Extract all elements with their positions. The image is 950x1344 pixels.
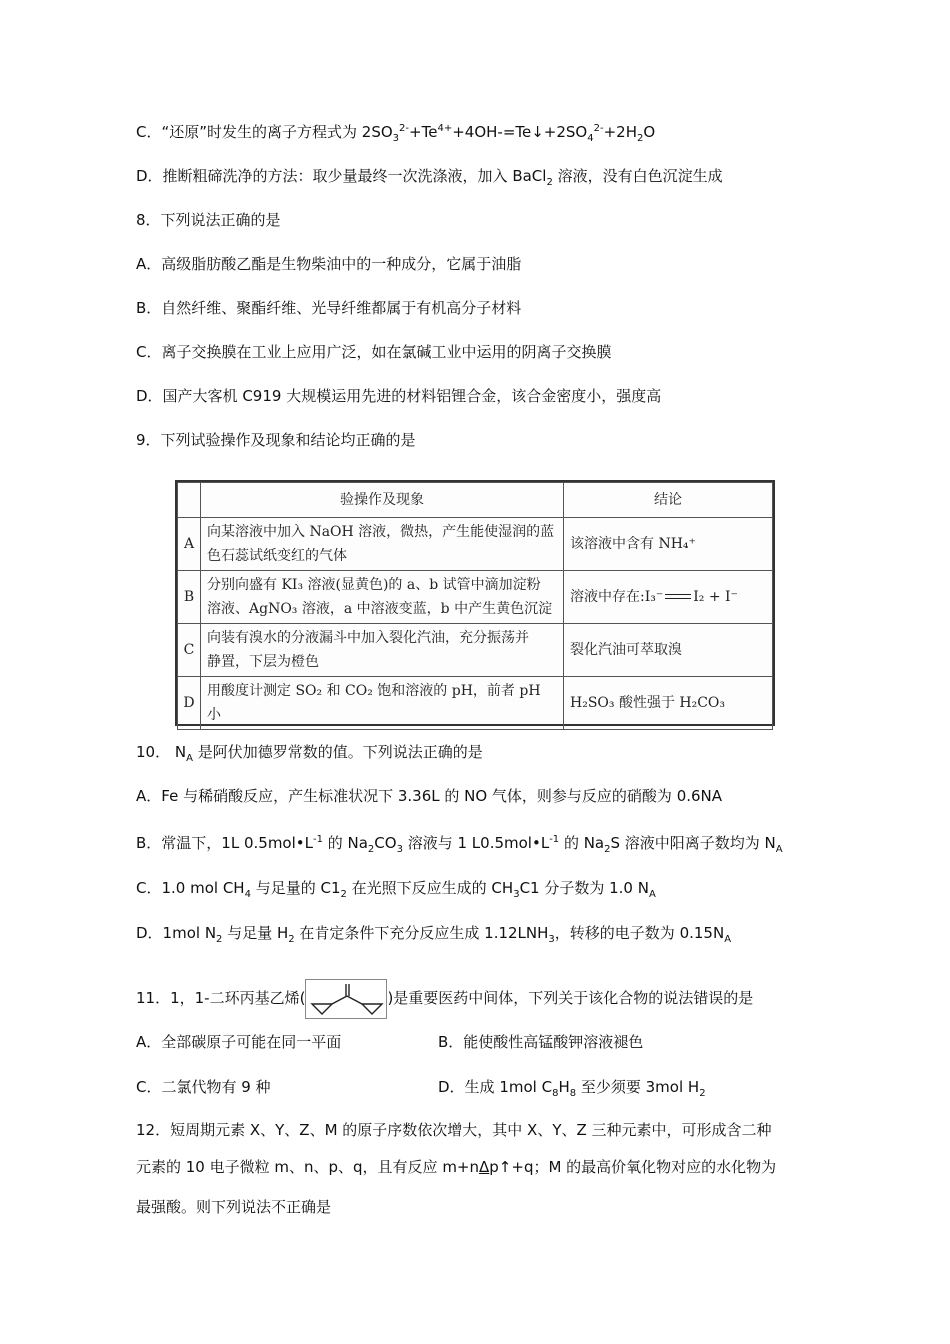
q7-option-d: D．推断粗碲洗净的方法：取少量最终一次洗涤液，加入 BaCl$_2$ 溶液，没有白色沉淀生成: [136, 167, 723, 188]
row-operation: 用酸度计测定 SO₂ 和 CO₂ 饱和溶液的 pH，前者 pH 小: [201, 677, 564, 730]
q8-option-c: C．离子交换膜在工业上应用广泛，如在氯碱工业中运用的阴离子交换膜: [136, 343, 612, 361]
q9-table: [175, 480, 775, 726]
table-row: [178, 677, 773, 730]
q10-option-c: C．1.0 mol $CH_4$ 与足量的 $C1_2$ 在光照下反应生成的 $CH_3C1$ 分子数为 1.0 $N_A$: [136, 879, 656, 900]
q9-stem: 9．下列试验操作及现象和结论均正确的是: [136, 431, 416, 449]
q8-stem: 8．下列说法正确的是: [136, 211, 281, 229]
q11-option-c: C．二氯代物有 9 种: [136, 1078, 271, 1096]
header-cell-operation: 验操作及现象: [201, 483, 564, 518]
q10-option-a: A．Fe 与稀硝酸反应，产生标准状况下 3.36L 的 NO 气体，则参与反应的硝酸为 0.6NA: [136, 787, 723, 805]
q8-option-a: A．高级脂肪酸乙酯是生物柴油中的一种成分，它属于油脂: [136, 255, 522, 273]
q11-option-b: B．能使酸性高锰酸钾溶液褪色: [438, 1033, 644, 1051]
table-row: [178, 571, 773, 624]
q11-option-a: A．全部碳原子可能在同一平面: [136, 1033, 342, 1051]
q8-option-d: D．国产大客机 C919 大规模运用先进的材料铝锂合金，该合金密度小，强度高: [136, 387, 662, 405]
dicyclopropylethylene-structure-icon: [305, 979, 387, 1019]
q7-option-c: C．“还原”时发生的离子方程式为 $2SO_3^{2-}+Te^{4+}+4OH-=Te↓+2SO_4^{2-}+2H_2O$: [136, 123, 656, 144]
row-conclusion: 裂化汽油可萃取溴: [564, 624, 773, 677]
row-key: B: [178, 571, 201, 624]
row-key: C: [178, 624, 201, 677]
row-conclusion: 该溶液中含有 NH₄⁺: [564, 518, 773, 571]
table-header-row: [178, 483, 773, 518]
row-operation: 向某溶液中加入 NaOH 溶液，微热，产生能使湿润的蓝 色石蕊试纸变红的气体: [201, 518, 564, 571]
q8-option-b: B．自然纤维、聚酯纤维、光导纤维都属于有机高分子材料: [136, 299, 522, 317]
q12-line-1: 12．短周期元素 X、Y、Z、M 的原子序数依次增大，其中 X、Y、Z 三种元素中，可形成含二种: [136, 1121, 772, 1139]
row-conclusion: H₂SO₃ 酸性强于 H₂CO₃: [564, 677, 773, 730]
q11-option-d: D．生成 1mol $C_8H_8$ 至少须要 3mol $H_2$: [438, 1078, 706, 1099]
header-cell-conclusion: 结论: [564, 483, 773, 518]
q10-stem: 10． $N_A$ 是阿伏加德罗常数的值。下列说法正确的是: [136, 743, 483, 764]
q10-option-b: B．常温下，1L $0.5mol•L^{-1}$ 的 $Na_2CO_3$ 溶液与 1 $L0.5mol•L^{-1}$ 的 $Na_2S$ 溶液中阳离子数均为 $N_A$: [136, 834, 783, 855]
row-operation: 分别向盛有 KI₃ 溶液(显黄色)的 a、b 试管中滴加淀粉 溶液、AgNO₃ 溶液，a 中溶液变蓝，b 中产生黄色沉淀: [201, 571, 564, 624]
header-cell-key: [178, 483, 201, 518]
q11-stem: 11．1，1-二环丙基乙烯( )是重要医药中间体，下列关于该化合物的说法错误的是: [136, 978, 753, 1019]
q12-line-3: 最强酸。则下列说法不正确是: [136, 1198, 332, 1216]
row-key: D: [178, 677, 201, 730]
row-conclusion: 溶液中存在:I₃⁻ I₂ + I⁻: [564, 571, 773, 624]
row-operation: 向装有溴水的分液漏斗中加入裂化汽油，充分振荡并 静置，下层为橙色: [201, 624, 564, 677]
q10-option-d: D．1mol $N_2$ 与足量 $H_2$ 在肯定条件下充分反应生成 $1.12LNH_3$，转移的电子数为 $0.15N_A$: [136, 924, 732, 945]
row-key: A: [178, 518, 201, 571]
table-row: [178, 518, 773, 571]
q12-line-2: 元素的 10 电子微粒 m、n、p、q，且有反应 m+nΔp↑+q；M 的最高价氧化物对应的水化物为: [136, 1158, 777, 1176]
equilibrium-arrow-icon: [665, 593, 691, 601]
heat-triangle-icon: Δ: [479, 1158, 490, 1176]
table-row: [178, 624, 773, 677]
